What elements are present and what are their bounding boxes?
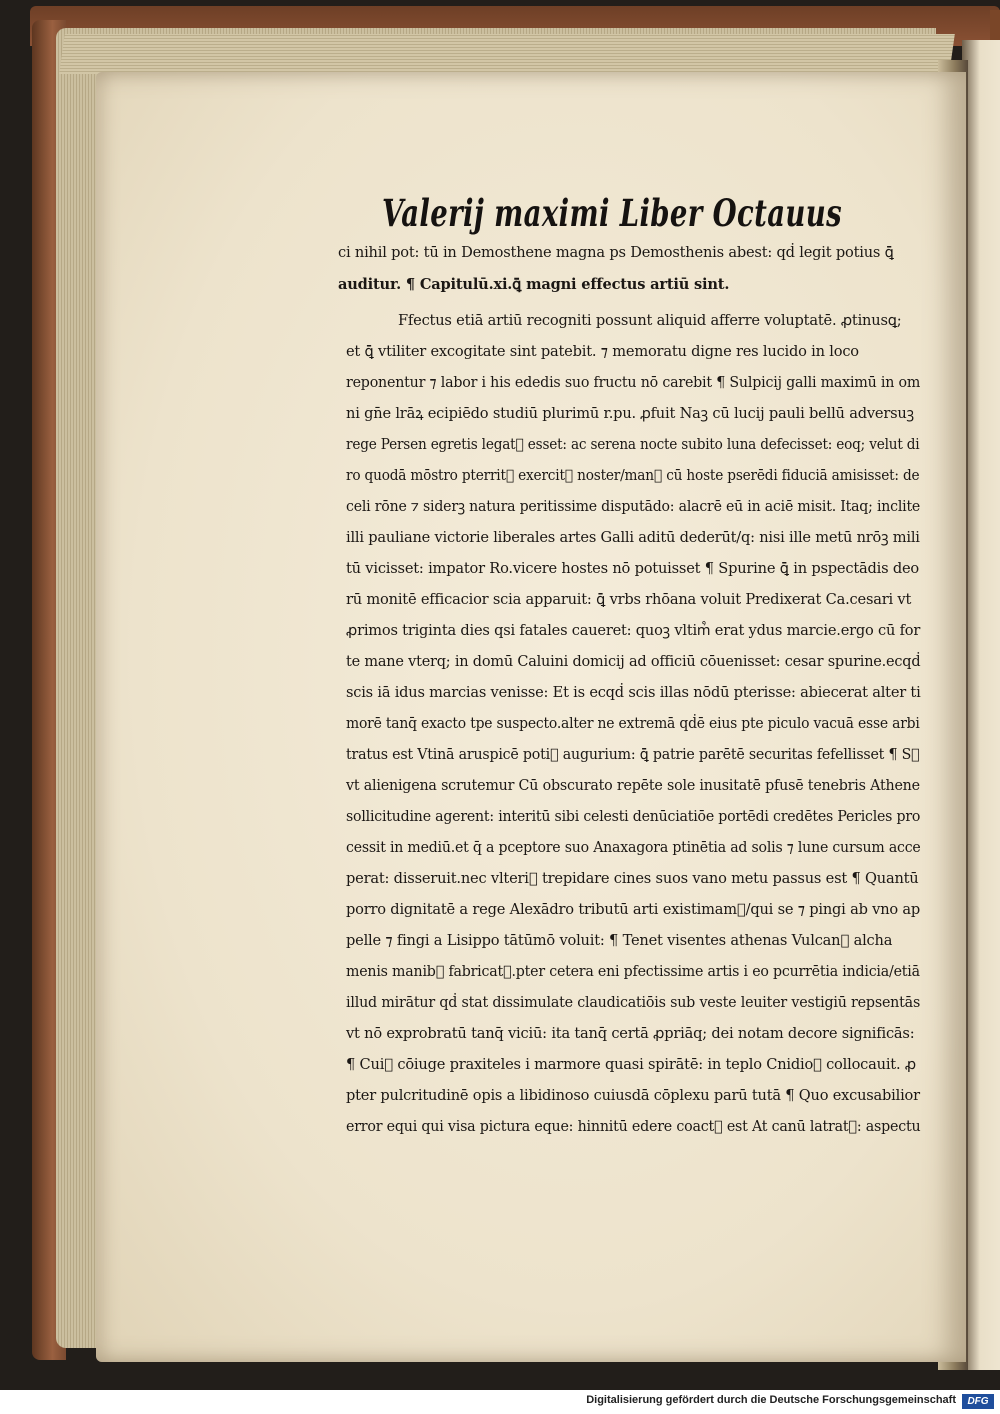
text-line: ro quodā mōstro pterrit᷒ exercit᷒ noster/man᷒ cū hoste pserēdi fiduciā amisisset: de <box>346 467 920 484</box>
text-line: perat: disseruit.nec vlteri᷒ trepidare cines suos vano metu passus est ¶ Quantū <box>346 870 919 887</box>
text-line: pter pulcritudinē opis a libidinoso cuiusdā cōplexu parū tutā ¶ Quo excusabilior <box>346 1087 920 1104</box>
text-line: tū vicisset: impator Ro.vicere hostes nō potuisset ¶ Spurine ꝗ̄ in pspectādis deo <box>346 560 919 577</box>
text-line: porro dignitatē a rege Alexādro tributū arti existimam᷒/qui se ⁊ pingi ab vno ap <box>346 901 921 918</box>
text-line: rū monitē efficacior scia apparuit: ꝗ̄ vrbs rhōana voluit Predixerat Ca.cesari vt <box>346 591 912 608</box>
text-line: rege Persen egretis legat᷒ esset: ac serena nocte subito luna defecisset: eoq; velut di <box>346 436 920 453</box>
text-line: ¶ Cui᷒ cōiuge praxiteles i marmore quasi spirātē: in teplo Cnidioꝫ collocauit. ꝓ <box>346 1056 916 1073</box>
text-line: vt alienigena scrutemur Cū obscurato repēte sole inusitatē pfusē tenebris Athene <box>346 777 920 794</box>
text-line: scis iā idus marcias venisse: Et is ecqḋ scis illas nōdū pterisse: abiecerat alter ti <box>346 684 921 701</box>
text-line: vt nō exprobratū tanq̄ viciū: ita tanq̄ certā ꝓpriāq; dei notam decore significās: <box>346 1025 915 1042</box>
running-head: Valerij maximi Liber Octauus <box>382 191 843 235</box>
chapter-heading: auditur. ¶ Capitulū.xi.ꝗ̄ magni effectus artiū sint. <box>338 276 730 293</box>
digitization-footer <box>0 1390 1000 1414</box>
text-line: error equi qui visa pictura eque: hinnitū edere coact᷒ est At canū latrat᷒: aspectu <box>346 1118 921 1135</box>
text-line: sollicitudine agerent: interitū sibi celesti denūciatiōe portēdi credētes Pericles pro <box>346 808 921 825</box>
text-line: ci nihil pot: tū in Demosthene magna ps Demosthenis abest: qḋ legit potius ꝗ̄ <box>338 244 894 261</box>
text-line: ꝓrimos triginta dies qsi fatales caueret: quoꝫ vltim᷒ erat ydus marcie.ergo cū for <box>346 622 921 639</box>
text-line: celi rōne ⁊ siderꝫ natura peritissime disputādo: alacrē eū in aciē misit. Itaq; inclite <box>346 498 921 515</box>
text-line: et ꝗ̄ vtiliter excogitate sint patebit. ⁊ memoratu digne res lucido in loco <box>346 343 859 360</box>
text-line: ni gn̄e lrāꝝ ecipiēdo studiū plurimū r.pu. ꝓfuit Naꝫ cū lucij pauli bellū adversuꝫ <box>346 405 914 422</box>
text-line: pelle ⁊ fingi a Lisippo tātūmō voluit: ¶ Tenet visentes athenas Vulcan᷒ alcha <box>346 932 893 949</box>
text-line: morē tanq̄ exacto tpe suspecto.alter ne extremā qḋē eius pte piculo vacuā esse arbi <box>346 715 920 732</box>
text-line: reponentur ⁊ labor i his ededis suo fructu nō carebit ¶ Sulpicij galli maximū in om <box>346 374 921 391</box>
text-line: illud mirātur qḋ stat dissimulate claudicatiōis sub veste leuiter vestigiū repsentās <box>346 994 921 1011</box>
text-line: illi pauliane victorie liberales artes Galli aditū dederūt/q: nisi ille metū nrōꝫ mili <box>346 529 920 546</box>
page-stack-top-edge <box>59 34 955 74</box>
dfg-logo: DFG <box>962 1394 994 1409</box>
footer-credit: Digitalisierung gefördert durch die Deutsche Forschungsgemeinschaft <box>586 1394 956 1406</box>
text-line: tratus est Vtinā aruspicē poti᷒ augurium: ꝗ̄ patrie parētē securitas fefellisset ¶ Sꝫ <box>346 746 920 763</box>
text-line: te mane vterq; in domū Caluini domicij ad officiū cōuenisset: cesar spurine.ecqḋ <box>346 653 921 670</box>
text-line: menis manib᷒ fabricat᷒.pter cetera eni pfectissime artis i eo pcurrētia indicia/etiā <box>346 963 920 980</box>
text-line: cessit in mediū.et q̄ a pceptore suo Anaxagora ptinētia ad solis ⁊ lune cursum acce <box>346 839 921 856</box>
text-line: Ffectus etiā artiū recogniti possunt aliquid afferre voluptatē. ꝓtinusꝗ; <box>398 312 902 329</box>
